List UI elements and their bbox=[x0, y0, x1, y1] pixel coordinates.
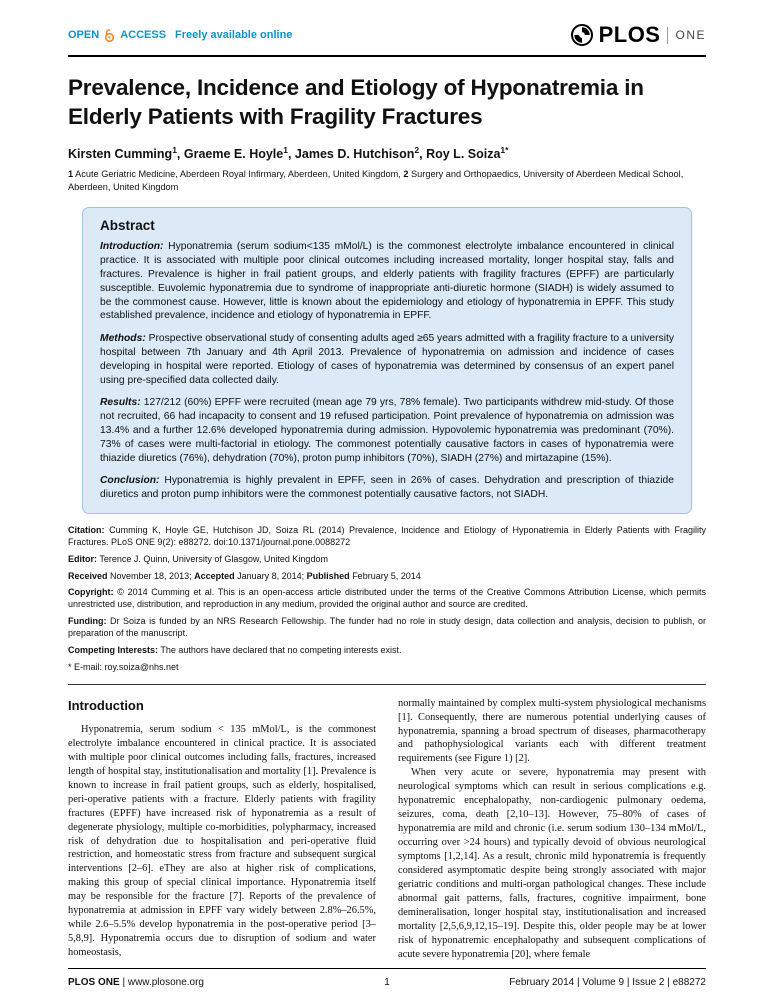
open-access-open-label: OPEN bbox=[68, 29, 100, 41]
footer-journal-name: PLOS ONE bbox=[68, 977, 120, 988]
plos-logo-icon bbox=[570, 23, 594, 47]
front-matter-divider bbox=[68, 684, 706, 685]
author-name: Roy L. Soiza bbox=[426, 146, 501, 161]
abstract-section-text: Hyponatremia is highly prevalent in EPFF, seen in 26% of cases. Dehydration and prescription of thiazide diuretics and proton pump inhibitors were the commonest potentially causative factors, not SIADH. bbox=[100, 475, 674, 501]
abstract-section-methods bbox=[100, 332, 674, 387]
affiliation-number: 2 bbox=[403, 168, 409, 179]
abstract-section-text: 127/212 (60%) EPFF were recruited (mean age 79 yrs, 78% female). Two participants withdrew mid-study. Of those not recruited, 66 had incapacity to consent and 19 refused participation. Point prevalence of hyponatremia on admission was 13.4% and a further 12.6% developed hyponatremia during admission. Hypovolemic hyponatremia was predominant (70%). 73% of cases were multi-factorial in etiology. The commonest potentially causative factors in cases of hyponatremia were thiazide diuretics (76%), dehydration (70%), proton pump inhibitors (70%), SIADH (27%) and mirtazapine (15%). bbox=[100, 397, 674, 464]
author-name: James D. Hutchison bbox=[294, 146, 415, 161]
meta-funding bbox=[68, 616, 706, 640]
body-columns bbox=[68, 697, 706, 962]
meta-accepted-label: Accepted bbox=[194, 570, 235, 581]
author-separator: , bbox=[287, 146, 295, 161]
meta-editor bbox=[68, 554, 706, 566]
plos-logo bbox=[570, 22, 706, 48]
page-footer bbox=[68, 968, 706, 1000]
affiliations bbox=[68, 168, 706, 195]
abstract-section-label: Conclusion: bbox=[100, 475, 160, 487]
article-metadata bbox=[68, 525, 706, 679]
corresponding-email[interactable]: * E-mail: roy.soiza@nhs.net bbox=[68, 661, 179, 672]
meta-received-label: Received bbox=[68, 570, 108, 581]
meta-copyright-label: Copyright: bbox=[68, 587, 114, 598]
affiliation-text: Surgery and Orthopaedics, University of Aberdeen Medical School, Aberdeen, United Kingdom bbox=[68, 168, 684, 192]
footer-journal bbox=[68, 977, 204, 988]
author-affiliation-mark: 2 bbox=[414, 144, 420, 155]
footer-issue-info: February 2014 | Volume 9 | Issue 2 | e88272 bbox=[509, 977, 706, 988]
meta-funding-text: Dr Soiza is funded by an NRS Research Fellowship. The funder had no role in study design, data collection and analysis, decision to publish, or preparation of the manuscript. bbox=[68, 616, 706, 639]
plos-one-text: ONE bbox=[675, 28, 706, 42]
meta-editor-label: Editor: bbox=[68, 553, 97, 564]
abstract-box bbox=[82, 207, 692, 514]
meta-citation-label: Citation: bbox=[68, 524, 105, 535]
page-header bbox=[68, 22, 706, 57]
open-access-icon bbox=[102, 28, 117, 43]
meta-received-text: November 18, 2013; bbox=[107, 570, 195, 581]
body-paragraph: When very acute or severe, hyponatremia may present with neurological symptoms which can result in serious complications e.g. hyponatremic encephalopathy, non-cardiogenic pulmonary oedema, seizures, coma, death [2,10–13]. However, 75–80% of cases of hyponatremia are mild and chronic (i.e. serum sodium 130–134 mMol/L, occurring over >24 hours) and typically devoid of obvious neurological symptoms [1,2,14]. As a result, chronic mild hyponatremia is frequently considered asymptomatic despite being strongly associated with major geriatric conditions and multi-organ pathological changes. These include abnormal gait patterns, falls, fractures, cognitive impairment, bone demineralisation, longer hospital stay, institutionalisation and increased mortality [2,5,6,9,12,15–19]. Despite this, older people may be at lower risk of hyponatremic encephalopathy and subsequent complications of acute severe hyponatremia [20], where female bbox=[398, 767, 706, 960]
affiliation-number: 1 bbox=[68, 168, 74, 179]
abstract-section-introduction bbox=[100, 240, 674, 323]
meta-funding-label: Funding: bbox=[68, 616, 107, 627]
meta-competing-text: The authors have declared that no competing interests exist. bbox=[158, 644, 402, 655]
author-name: Kirsten Cumming bbox=[68, 146, 173, 161]
abstract-section-conclusion bbox=[100, 474, 674, 502]
right-column bbox=[398, 697, 706, 962]
article-title: Prevalence, Incidence and Etiology of Hyponatremia in Elderly Patients with Fragility Fractures bbox=[68, 75, 644, 130]
abstract-section-text: Hyponatremia (serum sodium<135 mMol/L) is the commonest electrolyte imbalance encountered in clinical practice. It is associated with multiple poor clinical outcomes including increased mortality, longer hospital stay, falls and fractures. Prevalence is higher in frail patient groups, and elderly patients with fragility fractures (EPFF) are particularly susceptible. Euvolemic hyponatremia due to syndrome of inappropriate anti-diuretic hormone (SIADH) is widely assumed to be the commonest cause. However, little is known about the epidemiology and etiology of hyponatremia in EPFF. This study established prevalence, incidence and etiology of hyponatremia in EPFF. bbox=[100, 241, 674, 322]
author-affiliation-mark: 1 bbox=[283, 144, 288, 155]
author-separator: , bbox=[176, 146, 184, 161]
meta-email-line bbox=[68, 662, 706, 674]
plos-logo-text: PLOS bbox=[598, 22, 661, 47]
abstract-section-label: Results: bbox=[100, 397, 141, 409]
meta-copyright-text: © 2014 Cumming et al. This is an open-access article distributed under the terms of the Creative Commons Attribution License, which permits unrestricted use, distribution, and reproduction in any medium, provided the original author and source are credited. bbox=[68, 587, 706, 610]
footer-journal-url: | www.plosone.org bbox=[119, 977, 204, 988]
author-separator: , bbox=[419, 146, 427, 161]
open-access-badge bbox=[68, 28, 292, 43]
logo-divider bbox=[667, 27, 668, 44]
meta-published-label: Published bbox=[306, 570, 350, 581]
body-paragraph: Hyponatremia, serum sodium < 135 mMol/L, is the commonest electrolyte imbalance encountered in clinical practice. It is associated with multiple poor clinical outcomes including falls, fractures, increased length of hospital stay, institutionalisation and mortality [1]. Prevalence is known to increase in frail patient groups, such as elderly, hospitalised, peri-operative patients with a fracture. Elderly patients with fragility fractures (EPFF) have increased risk of hyponatremia as a result of degenerate physiology, multiple co-morbidities, polypharmacy, increased risk of dehydration due to hospitalisation and peri-operative fluid restriction, and homeostatic stress from fracture and subsequent surgical interventions [2–6]. eThey are also at higher risk of complications, making this group of special clinical importance. Hyponatremia itself may be responsible for the fracture [7]. Reports of the prevalence of hyponatremia at admission in EPFF vary widely between 2.8%–26.5%, while 2.6–5.5% develop hyponatremia in the post-operative period [3–5,8,9]. Hyponatremia occurs due to disruption of sodium and water homeostasis, bbox=[68, 724, 376, 959]
author-affiliation-mark: 1* bbox=[500, 144, 509, 155]
meta-editor-text: Terence J. Quinn, University of Glasgow, United Kingdom bbox=[97, 553, 328, 564]
introduction-heading: Introduction bbox=[68, 697, 144, 713]
meta-competing-label: Competing Interests: bbox=[68, 644, 159, 655]
meta-citation-text: Cumming K, Hoyle GE, Hutchison JD, Soiza RL (2014) Prevalence, Incidence and Etiology of Hyponatremia in Elderly Patients with Fragility Fractures. PLoS ONE 9(2): e88272. doi:10.1371/journal.pone.0088272 bbox=[68, 524, 706, 547]
meta-competing-interests bbox=[68, 645, 706, 657]
abstract-section-label: Introduction: bbox=[100, 241, 164, 253]
affiliation-text: Acute Geriatric Medicine, Aberdeen Royal Infirmary, Aberdeen, United Kingdom, bbox=[73, 168, 404, 179]
meta-dates bbox=[68, 571, 706, 583]
meta-published-text: February 5, 2014 bbox=[349, 570, 421, 581]
left-column bbox=[68, 697, 376, 962]
body-paragraph: normally maintained by complex multi-system physiological mechanisms [1]. Consequently, there are numerous potential underlying causes of hyponatremia, spanning a broad spectrum of diseases, pharmacotherapy and pathophysiological variants each with different treatment requirements (see Figure 1) [2]. bbox=[398, 697, 706, 765]
footer-page-number: 1 bbox=[384, 977, 390, 988]
author-affiliation-mark: 1 bbox=[172, 144, 177, 155]
freely-available-label: Freely available online bbox=[175, 29, 293, 41]
meta-copyright bbox=[68, 587, 706, 611]
author-name: Graeme E. Hoyle bbox=[183, 146, 284, 161]
meta-citation bbox=[68, 525, 706, 549]
abstract-section-label: Methods: bbox=[100, 333, 146, 345]
abstract-section-results bbox=[100, 396, 674, 465]
open-access-access-label: ACCESS bbox=[120, 29, 167, 41]
authors-line bbox=[68, 145, 706, 161]
abstract-heading: Abstract bbox=[100, 218, 155, 234]
abstract-section-text: Prospective observational study of consenting adults aged ≥65 years admitted with a fragility fracture to a university hospital between 7th January and 4th April 2013. Prevalence of hyponatremia on admission and incidence of cases developing in hospital were reported. Etiology of cases of hyponatremia was determined by consensus of an expert panel using pre-specified data collected daily. bbox=[100, 333, 674, 386]
meta-accepted-text: January 8, 2014; bbox=[234, 570, 307, 581]
